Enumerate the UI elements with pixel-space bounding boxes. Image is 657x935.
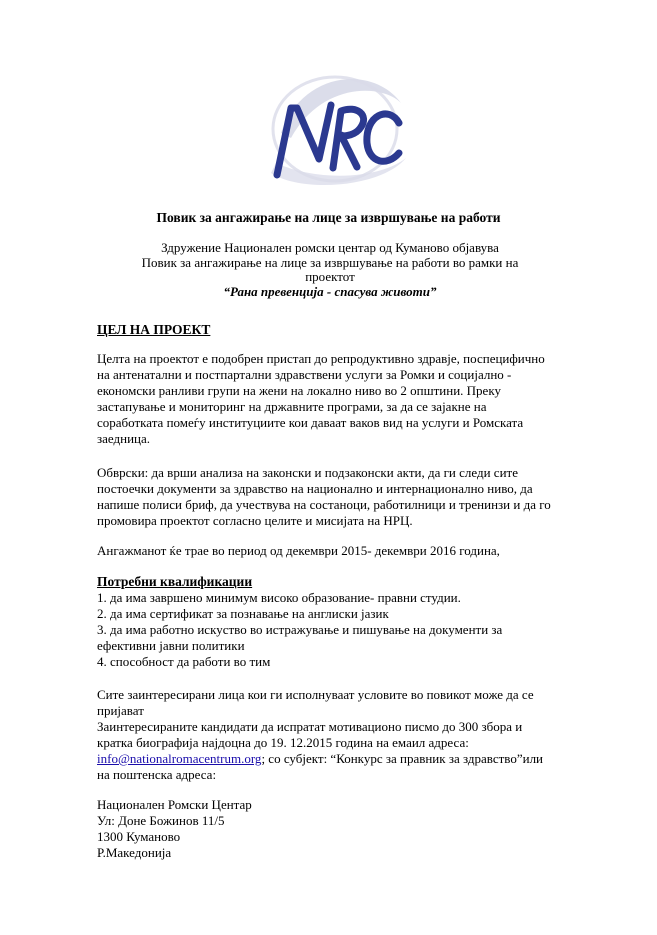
qualification-item: 3. да има работно искуство во истражување и пишување на документи за ефективни јавни политики — [97, 622, 503, 653]
intro-line-1: Здружение Национален ромски центар од Куманово објавува — [161, 240, 499, 255]
qualification-item: 2. да има сертификат за познавање на англиски јазик — [97, 606, 389, 621]
application-line-1: Сите заинтересирани лица кои ги исполнуваат условите во повикот може да се пријават — [97, 687, 534, 718]
application-line-2 — [97, 719, 545, 783]
intro-line-3: проектот — [305, 269, 355, 284]
address-line: Национален Ромски Центар — [97, 797, 252, 812]
goal-paragraph: Целта на проектот е подобрен пристап до репродуктивно здравје, поспецифично на антенатални и постпартални здравствени услуги за Ромки и социјално - економски ранливи групи на жени на локално ниво во 2 општини. Преку застапување и мониторинг на државните програми, за да се зајакне на соработката помеѓу институциите кои даваат ваков вид на услуги и Ромската заедница. — [97, 351, 545, 446]
application-line-2-text: Заинтересираните кандидати да испратат мотивационо писмо до 300 збора и кратка биографија најдоцна до 19. 12.2015 година на емаил адреса: — [97, 719, 523, 750]
duties-block — [97, 465, 562, 529]
qualifications-section — [97, 574, 557, 670]
address-block — [97, 797, 577, 861]
address-line: Р.Македонија — [97, 845, 172, 860]
application-section — [97, 687, 545, 783]
intro-line-2: Повик за ангажирање на лице за извршување на работи во рамки на — [141, 254, 519, 270]
qualification-item: 1. да има завршено минимум високо образование- правни студии. — [97, 590, 461, 605]
nrc-logo — [261, 63, 409, 195]
engagement-text: Ангажманот ќе трае во период од декември 2015- декември 2016 година, — [97, 543, 500, 558]
intro-block — [90, 241, 570, 299]
address-line: Ул: Доне Божинов 11/5 — [97, 813, 225, 828]
application-after-email: ; со субјект: “Конкурс за правник за здравство”или на поштенска адреса: — [97, 751, 544, 782]
engagement-block — [97, 543, 567, 559]
qualifications-heading: Потребни квалификации — [97, 574, 253, 589]
goal-paragraph-block — [97, 351, 555, 447]
goal-heading: ЦЕЛ НА ПРОЕКТ — [97, 322, 211, 337]
qualification-item: 4. способност да работи во тим — [97, 654, 271, 669]
page-title: Повик за ангажирање на лице за извршување на работи — [156, 210, 501, 225]
email-link[interactable]: info@nationalromacentrum.org — [97, 751, 262, 766]
project-name: “Рана превенција - спасува животи” — [223, 283, 437, 299]
duties-paragraph: Обврски: да врши анализа на законски и подзаконски акти, да ги следи сите постоечки документи за здравство на национално и интернационално ниво, да напише полиси бриф, да учествува на состаноци, работилници и тренинзи и да го промовира проектот согласно целите и мисијата на НРЦ. — [97, 465, 551, 528]
address-line: 1300 Куманово — [97, 829, 181, 844]
goal-section — [97, 322, 577, 338]
